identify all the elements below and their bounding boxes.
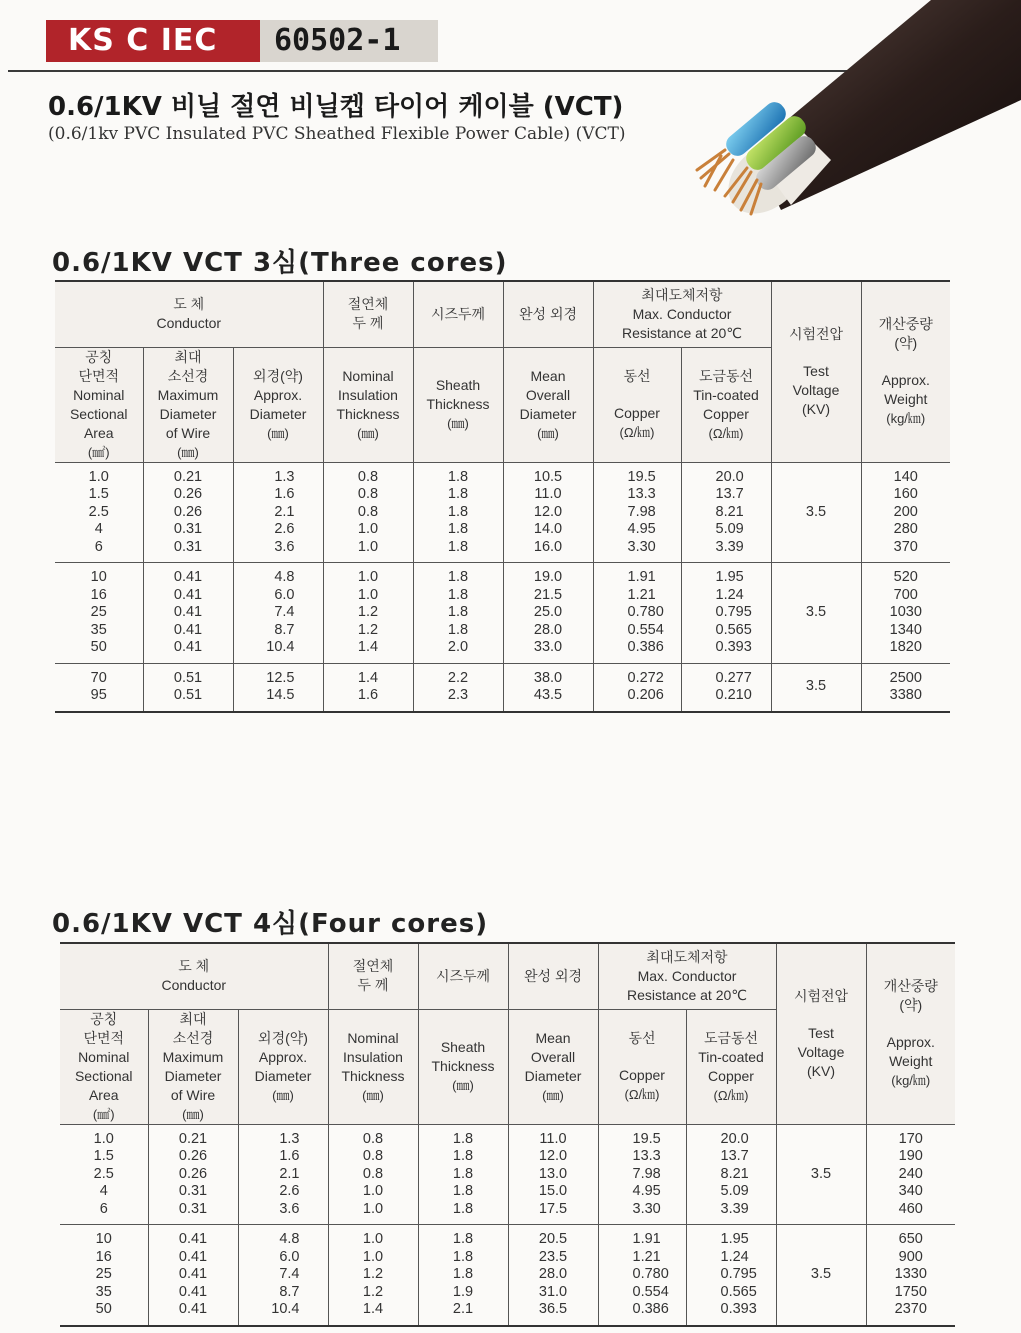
cell-value: 1.8 (452, 1266, 474, 1282)
cell-value: 3.5 (805, 678, 827, 695)
cell-value: 2.6 (274, 521, 295, 537)
cell-value: 1.0 (88, 468, 109, 485)
cell-insulation (323, 462, 413, 563)
cell-value: 4.95 (627, 521, 656, 537)
cell-value: 0.8 (362, 1165, 384, 1182)
cell-value: 43.5 (533, 687, 563, 703)
header-tin-copper: 도금동선 Tin-coated Copper (Ω/㎞) (686, 1009, 776, 1124)
cell-value: 1.4 (357, 669, 379, 686)
cell-copper-res (598, 1225, 686, 1326)
cell-value: 0.41 (178, 1266, 208, 1282)
cell-value: 20.0 (720, 1130, 749, 1147)
cell-value: 5.09 (715, 521, 744, 537)
cell-value: 0.386 (632, 1301, 669, 1317)
cell-value: 11.0 (539, 1130, 567, 1147)
cell-value: 10 (90, 569, 107, 585)
cell-tin-res (681, 663, 771, 712)
cell-insulation (328, 1124, 418, 1225)
cell-value: 3.30 (632, 1200, 661, 1217)
header-resistance: 최대도체저항 Max. Conductor Resistance at 20℃ (598, 943, 776, 1009)
cell-value: 0.8 (362, 1130, 384, 1147)
cell-tin-res (686, 1124, 776, 1225)
cell-value: 20.5 (538, 1231, 568, 1247)
cell-value: 0.8 (357, 503, 379, 520)
cell-value: 8.7 (279, 1283, 300, 1300)
cell-value: 0.565 (715, 621, 752, 638)
cell-value: 35 (95, 1283, 112, 1300)
header-wire: 최대 소선경 Maximum Diameter of Wire (㎜) (148, 1009, 238, 1124)
cell-value: 0.41 (178, 1301, 208, 1317)
cell-value: 160 (893, 486, 918, 502)
cell-weight (866, 1124, 955, 1225)
cell-value: 1.4 (357, 639, 379, 655)
cell-value: 70 (90, 669, 107, 686)
header-test-voltage: 시험전압 Test Voltage (KV) (771, 281, 861, 462)
cell-copper-res (598, 1124, 686, 1225)
cell-value: 0.26 (173, 503, 203, 520)
cell-overall-dia (508, 1124, 598, 1225)
header-od-ko: 완성 외경 (508, 943, 598, 1009)
cell-value: 28.0 (533, 621, 563, 638)
cell-wire-dia (143, 462, 233, 563)
cell-value: 1.8 (452, 1130, 474, 1147)
cell-value: 1.9 (452, 1283, 474, 1300)
cell-value: 28.0 (538, 1266, 568, 1282)
cell-value: 0.554 (627, 621, 664, 638)
cell-value: 4.8 (274, 569, 295, 585)
cell-value: 17.5 (538, 1200, 568, 1217)
cell-value: 1.4 (362, 1301, 384, 1317)
cell-value: 170 (898, 1130, 923, 1147)
cell-overall-dia (508, 1225, 598, 1326)
cell-value: 6 (99, 1200, 108, 1217)
cell-overall-dia (503, 462, 593, 563)
cell-value: 13.7 (720, 1148, 749, 1164)
cell-value: 1330 (894, 1266, 927, 1282)
cell-tin-res (681, 462, 771, 563)
cell-value: 1.8 (447, 604, 469, 620)
header-conductor: 도 체 Conductor (55, 281, 323, 347)
cell-value: 1.24 (720, 1248, 749, 1265)
cell-value: 1.21 (632, 1248, 661, 1265)
cell-value: 340 (898, 1183, 923, 1199)
cell-value: 2.2 (447, 669, 469, 686)
cell-value: 0.41 (178, 1283, 208, 1300)
header-conductor: 도 체 Conductor (60, 943, 328, 1009)
cell-value: 23.5 (538, 1248, 568, 1265)
cell-value: 1.0 (362, 1231, 384, 1247)
cell-sheath (418, 1124, 508, 1225)
cell-value: 1.3 (274, 468, 295, 485)
cell-approx-dia (238, 1124, 328, 1225)
cell-approx-dia (233, 663, 323, 712)
cell-value: 50 (90, 639, 107, 655)
cell-area (60, 1225, 148, 1326)
cell-value: 2.1 (279, 1165, 300, 1182)
header-sheath: Sheath Thickness (㎜) (413, 347, 503, 462)
cell-value: 1.5 (93, 1148, 114, 1164)
cell-area (55, 563, 143, 664)
cell-value: 3.5 (810, 1165, 832, 1182)
cell-value: 0.31 (178, 1200, 208, 1217)
cell-value: 3380 (889, 687, 922, 703)
standard-prefix: KS C IEC (46, 20, 260, 62)
cell-value: 13.0 (538, 1165, 568, 1182)
cell-value: 900 (898, 1248, 923, 1265)
table-row-group (55, 462, 950, 563)
cell-value: 7.98 (627, 503, 656, 520)
cell-value: 10.4 (271, 1301, 300, 1317)
standard-number: 60502-1 (260, 20, 438, 62)
cell-value: 280 (893, 521, 918, 537)
cell-value: 0.31 (173, 521, 203, 537)
cell-test-voltage (776, 1124, 866, 1225)
cell-value: 10.4 (266, 639, 295, 655)
four-core-heading: 0.6/1KV VCT 4심(Four cores) (52, 909, 489, 939)
cell-value: 1.2 (357, 604, 379, 620)
cell-value: 25 (95, 1266, 112, 1282)
cell-value: 2500 (889, 669, 922, 686)
cell-value: 0.780 (627, 604, 664, 620)
cell-overall-dia (503, 563, 593, 664)
cell-value: 19.0 (533, 569, 563, 585)
cell-value: 31.0 (538, 1283, 568, 1300)
cell-value: 1.8 (447, 503, 469, 520)
cell-value: 6.0 (274, 586, 295, 603)
cell-value: 0.31 (173, 538, 203, 555)
cell-value: 1.8 (447, 486, 469, 502)
cell-value: 25 (90, 604, 107, 620)
cell-value: 1.0 (357, 521, 379, 537)
cell-value: 12.0 (533, 503, 563, 520)
cell-value: 0.41 (178, 1231, 208, 1247)
cell-value: 0.554 (632, 1283, 669, 1300)
cell-value: 1.6 (279, 1148, 300, 1164)
cell-approx-dia (233, 462, 323, 563)
cell-value: 1.8 (447, 621, 469, 638)
cell-value: 11.0 (534, 486, 562, 502)
header-insulation-ko: 절연체 두 께 (328, 943, 418, 1009)
cell-value: 1.8 (447, 538, 469, 555)
cell-value: 4 (94, 521, 103, 537)
cell-value: 2.6 (279, 1183, 300, 1199)
cell-value: 0.210 (715, 687, 752, 703)
cell-value: 1.8 (452, 1231, 474, 1247)
cell-value: 13.3 (627, 486, 656, 502)
cell-area (55, 663, 143, 712)
cell-value: 1.5 (88, 486, 109, 502)
cell-value: 95 (90, 687, 107, 703)
cell-value: 0.206 (627, 687, 664, 703)
cell-value: 16 (90, 586, 107, 603)
header-test-voltage: 시험전압 Test Voltage (KV) (776, 943, 866, 1124)
cell-value: 2370 (894, 1301, 927, 1317)
cell-value: 2.5 (88, 503, 109, 520)
header-sheath-ko: 시즈두께 (413, 281, 503, 347)
cell-value: 1.21 (627, 586, 656, 603)
cell-value: 13.3 (632, 1148, 661, 1164)
cell-value: 33.0 (533, 639, 563, 655)
cell-value: 1820 (889, 639, 922, 655)
header-od: Mean Overall Diameter (㎜) (503, 347, 593, 462)
header-insulation: Nominal Insulation Thickness (㎜) (328, 1009, 418, 1124)
cable-illustration (601, 0, 1021, 230)
cell-test-voltage (771, 663, 861, 712)
cell-value: 1.2 (362, 1283, 384, 1300)
page-title: 0.6/1KV 비닐 절연 비닐켑 타이어 케이블 (VCT) (48, 92, 624, 122)
header-sheath: Sheath Thickness (㎜) (418, 1009, 508, 1124)
cell-area (55, 462, 143, 563)
cell-value: 10.5 (533, 468, 563, 485)
cell-value: 0.386 (627, 639, 664, 655)
page-subtitle: (0.6/1kv PVC Insulated PVC Sheathed Flexible Power Cable) (VCT) (48, 124, 626, 144)
cell-value: 0.565 (720, 1283, 757, 1300)
cell-value: 1.95 (720, 1231, 749, 1247)
cell-wire-dia (143, 663, 233, 712)
cell-value: 0.393 (720, 1301, 757, 1317)
header-od-ko: 완성 외경 (503, 281, 593, 347)
cell-value: 10 (95, 1231, 112, 1247)
cell-value: 3.6 (279, 1200, 300, 1217)
cell-value: 7.4 (274, 604, 295, 620)
cell-sheath (418, 1225, 508, 1326)
cell-value: 2.1 (274, 503, 295, 520)
cell-value: 1.0 (362, 1248, 384, 1265)
cell-value: 0.8 (362, 1148, 384, 1164)
cell-value: 1.0 (357, 569, 379, 585)
header-wire: 최대 소선경 Maximum Diameter of Wire (㎜) (143, 347, 233, 462)
cell-value: 12.5 (266, 669, 295, 686)
cell-area (60, 1124, 148, 1225)
cell-value: 650 (898, 1231, 923, 1247)
cell-value: 240 (898, 1165, 923, 1182)
cell-value: 14.5 (266, 687, 295, 703)
cell-value: 0.8 (357, 468, 379, 485)
table-row-group (60, 1124, 955, 1225)
header-weight: 개산중량 (약) Approx. Weight (kg/㎞) (866, 943, 955, 1124)
cell-value: 1.2 (362, 1266, 384, 1282)
cell-value: 35 (90, 621, 107, 638)
cell-value: 190 (898, 1148, 923, 1164)
cell-insulation (323, 563, 413, 664)
cell-value: 7.4 (279, 1266, 300, 1282)
cell-value: 21.5 (533, 586, 563, 603)
cell-value: 4.95 (632, 1183, 661, 1199)
cell-value: 0.8 (357, 486, 379, 502)
cell-value: 1.2 (357, 621, 379, 638)
cell-value: 0.41 (178, 1248, 208, 1265)
header-copper: 동선 Copper (Ω/㎞) (598, 1009, 686, 1124)
cell-value: 1.91 (632, 1231, 661, 1247)
cell-value: 2.0 (447, 639, 469, 655)
cell-value: 8.7 (274, 621, 295, 638)
cell-value: 16 (95, 1248, 112, 1265)
cell-value: 15.0 (538, 1183, 568, 1199)
cell-value: 140 (893, 468, 918, 485)
cell-value: 13.7 (715, 486, 744, 502)
four-core-table (60, 942, 955, 1327)
cell-sheath (413, 663, 503, 712)
cell-value: 1.0 (93, 1130, 114, 1147)
cell-value: 14.0 (533, 521, 563, 537)
cell-wire-dia (148, 1124, 238, 1225)
cell-value: 38.0 (533, 669, 563, 686)
cell-value: 0.41 (173, 621, 203, 638)
header-weight: 개산중량 (약) Approx. Weight (kg/㎞) (861, 281, 950, 462)
cell-weight (861, 663, 950, 712)
cell-value: 0.51 (173, 669, 203, 686)
cell-value: 1.0 (357, 586, 379, 603)
cell-value: 16.0 (533, 538, 563, 555)
cell-value: 1.8 (452, 1200, 474, 1217)
cell-value: 1.8 (452, 1165, 474, 1182)
cell-value: 6.0 (279, 1248, 300, 1265)
cell-value: 20.0 (715, 468, 744, 485)
cell-value: 520 (893, 569, 918, 585)
table-row-group (55, 563, 950, 664)
header-area: 공칭 단면적 Nominal Sectional Area (㎟) (60, 1009, 148, 1124)
cell-insulation (328, 1225, 418, 1326)
cell-value: 5.09 (720, 1183, 749, 1199)
cell-weight (866, 1225, 955, 1326)
cell-value: 0.41 (173, 639, 203, 655)
header-insulation: Nominal Insulation Thickness (㎜) (323, 347, 413, 462)
cell-copper-res (593, 563, 681, 664)
three-core-table (55, 280, 950, 713)
cell-value: 25.0 (533, 604, 563, 620)
header-diameter: 외경(약) Approx. Diameter (㎜) (233, 347, 323, 462)
cell-value: 1.0 (362, 1183, 384, 1199)
cell-value: 460 (898, 1200, 923, 1217)
cell-value: 0.26 (173, 486, 203, 502)
cell-value: 0.51 (173, 687, 203, 703)
cell-copper-res (593, 462, 681, 563)
cell-value: 1750 (894, 1283, 927, 1300)
cell-value: 3.39 (715, 538, 744, 555)
cell-value: 1.8 (447, 468, 469, 485)
cell-value: 0.272 (627, 669, 664, 686)
cell-value: 0.31 (178, 1183, 208, 1199)
cell-value: 1.8 (452, 1148, 474, 1164)
standard-banner (46, 20, 438, 62)
cell-value: 3.5 (805, 604, 827, 620)
cell-value: 3.39 (720, 1200, 749, 1217)
cell-approx-dia (233, 563, 323, 664)
cell-value: 50 (95, 1301, 112, 1317)
header-od: Mean Overall Diameter (㎜) (508, 1009, 598, 1124)
cell-value: 1.91 (627, 569, 656, 585)
cell-value: 0.393 (715, 639, 752, 655)
cell-value: 3.5 (810, 1266, 832, 1282)
table-row-group (55, 663, 950, 712)
cell-value: 1.95 (715, 569, 744, 585)
header-diameter: 외경(약) Approx. Diameter (㎜) (238, 1009, 328, 1124)
cell-value: 0.795 (715, 604, 752, 620)
cell-value: 2.3 (447, 687, 469, 703)
cell-value: 19.5 (632, 1130, 661, 1147)
cell-wire-dia (143, 563, 233, 664)
cell-value: 2.5 (93, 1165, 114, 1182)
cell-value: 0.277 (715, 669, 752, 686)
cell-overall-dia (503, 663, 593, 712)
header-tin-copper: 도금동선 Tin-coated Copper (Ω/㎞) (681, 347, 771, 462)
cell-value: 1.0 (362, 1200, 384, 1217)
cell-value: 0.26 (178, 1165, 208, 1182)
cell-value: 1.8 (447, 586, 469, 603)
cell-value: 36.5 (538, 1301, 568, 1317)
cell-test-voltage (776, 1225, 866, 1326)
header-insulation-ko: 절연체 두 께 (323, 281, 413, 347)
cell-value: 3.5 (805, 503, 827, 520)
cell-value: 0.41 (173, 569, 203, 585)
cell-value: 0.21 (178, 1130, 208, 1147)
cell-tin-res (681, 563, 771, 664)
cell-value: 8.21 (715, 503, 744, 520)
cell-value: 3.30 (627, 538, 656, 555)
cell-value: 0.41 (173, 604, 203, 620)
cell-tin-res (686, 1225, 776, 1326)
cell-value: 12.0 (538, 1148, 568, 1164)
cell-value: 1.3 (279, 1130, 300, 1147)
cell-value: 1.8 (447, 569, 469, 585)
cell-value: 1.8 (447, 521, 469, 537)
header-copper: 동선 Copper (Ω/㎞) (593, 347, 681, 462)
cell-sheath (413, 563, 503, 664)
cell-copper-res (593, 663, 681, 712)
three-core-heading: 0.6/1KV VCT 3심(Three cores) (52, 248, 508, 278)
cell-value: 1340 (889, 621, 922, 638)
cell-value: 0.26 (178, 1148, 208, 1164)
cell-value: 3.6 (274, 538, 295, 555)
cell-value: 1.8 (452, 1183, 474, 1199)
cell-value: 0.41 (173, 586, 203, 603)
cell-weight (861, 563, 950, 664)
cell-value: 370 (893, 538, 918, 555)
cell-test-voltage (771, 563, 861, 664)
cell-value: 4 (99, 1183, 108, 1199)
cell-value: 1.0 (357, 538, 379, 555)
cell-value: 6 (94, 538, 103, 555)
cell-value: 19.5 (627, 468, 656, 485)
cell-value: 1.24 (715, 586, 744, 603)
cell-value: 2.1 (452, 1301, 474, 1317)
cell-value: 4.8 (279, 1231, 300, 1247)
header-area: 공칭 단면적 Nominal Sectional Area (㎟) (55, 347, 143, 462)
cell-sheath (413, 462, 503, 563)
cell-value: 1.6 (274, 486, 295, 502)
cell-value: 0.21 (173, 468, 203, 485)
cell-insulation (323, 663, 413, 712)
header-sheath-ko: 시즈두께 (418, 943, 508, 1009)
cell-value: 700 (893, 586, 918, 603)
cell-weight (861, 462, 950, 563)
header-resistance: 최대도체저항 Max. Conductor Resistance at 20℃ (593, 281, 771, 347)
cell-value: 1.6 (357, 687, 379, 703)
cell-value: 8.21 (720, 1165, 749, 1182)
cell-value: 1.8 (452, 1248, 474, 1265)
cell-test-voltage (771, 462, 861, 563)
cell-value: 0.780 (632, 1266, 669, 1282)
cell-value: 7.98 (632, 1165, 661, 1182)
cell-value: 0.795 (720, 1266, 757, 1282)
cell-wire-dia (148, 1225, 238, 1326)
cell-value: 200 (893, 503, 918, 520)
cell-value: 1030 (889, 604, 922, 620)
table-row-group (60, 1225, 955, 1326)
cell-approx-dia (238, 1225, 328, 1326)
